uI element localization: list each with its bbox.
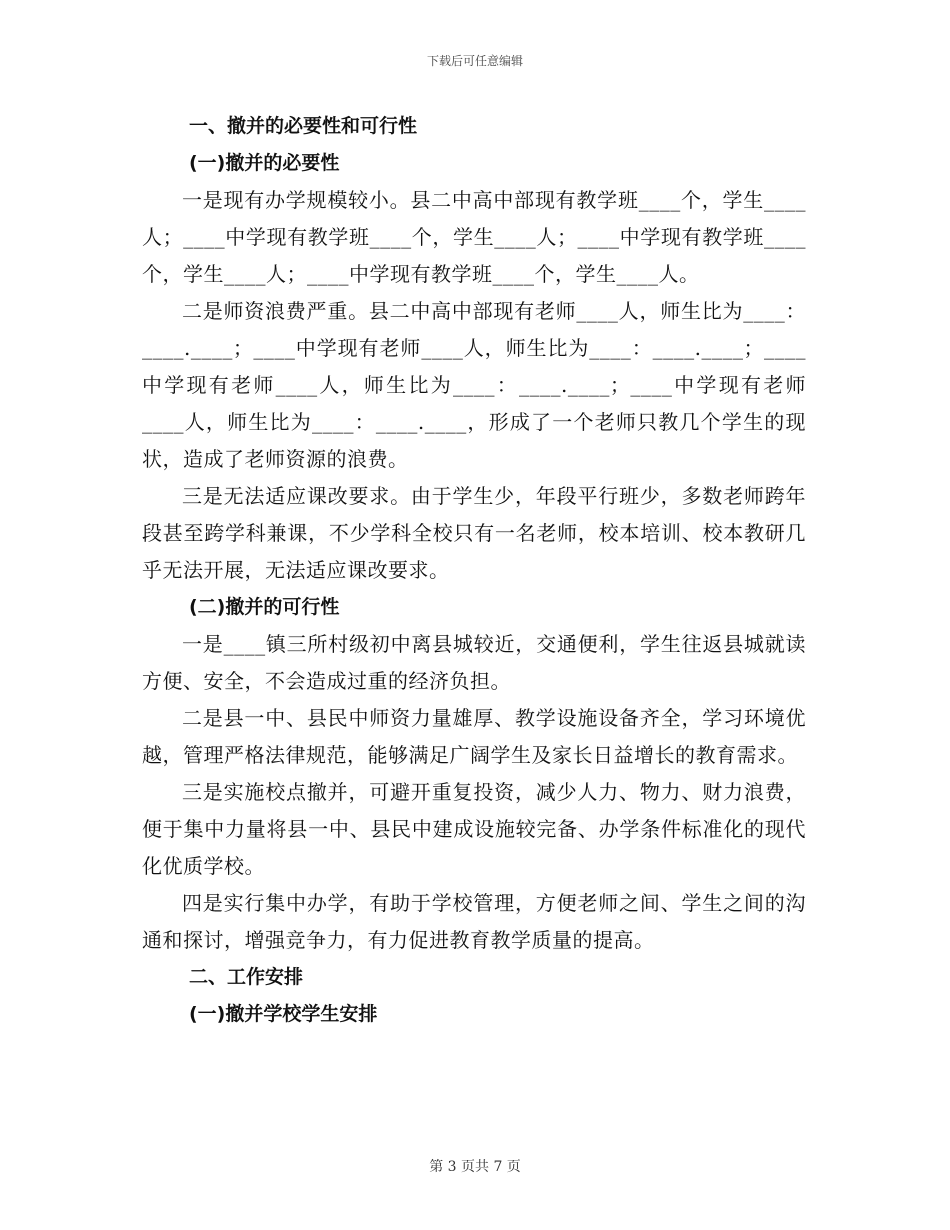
paragraph-reform: 三是无法适应课改要求。由于学生少，年段平行班少，多数老师跨年段甚至跨学科兼课，不少学科全校只有一名老师，校本培训、校本教研几乎无法开展，无法适应课改要求。 xyxy=(142,484,806,582)
document-body xyxy=(142,108,806,1033)
paragraph-investment: 三是实施校点撤并，可避开重复投资，减少人力、物力、财力浪费，便于集中力量将县一中、县民中建成设施较完备、办学条件标准化的现代化优质学校。 xyxy=(142,780,806,878)
paragraph-management: 四是实行集中办学，有助于学校管理，方便老师之间、学生之间的沟通和探讨，增强竞争力，有力促进教育教学质量的提高。 xyxy=(142,891,806,952)
subsection-heading-necessity: (一)撤并的必要性 xyxy=(189,152,340,174)
subsection-heading-students: (一)撤并学校学生安排 xyxy=(189,1003,378,1025)
paragraph-teachers: 二是师资浪费严重。县二中高中部现有老师____人，师生比为____：____.____；____中学现有老师____人，师生比为____：____.____；____中学现有老师____人，师生比为____：____.____；____中学现有老师____人，师生比为____：____.____，形成了一个老师只教几个学生的现状，造成了老师资源的浪费。 xyxy=(142,299,806,471)
paragraph-scale: 一是现有办学规模较小。县二中高中部现有教学班____个，学生____人；____中学现有教学班____个，学生____人；____中学现有教学班____个，学生____人；____中学现有教学班____个，学生____人。 xyxy=(142,188,806,286)
page-footer: 第 3 页共 7 页 xyxy=(429,1159,521,1175)
page-header: 下载后可任意编辑 xyxy=(426,54,523,68)
paragraph-transport: 一是____镇三所村级初中离县城较近，交通便利，学生往返县城就读方便、安全，不会造成过重的经济负担。 xyxy=(142,632,806,693)
subsection-heading-feasibility: (二)撤并的可行性 xyxy=(189,596,340,618)
paragraph-resources: 二是县一中、县民中师资力量雄厚、教学设施设备齐全，学习环境优越，管理严格法律规范，能够满足广阔学生及家长日益增长的教育需求。 xyxy=(142,706,806,767)
section-heading-2: 二、工作安排 xyxy=(189,966,304,988)
section-heading-1: 一、撤并的必要性和可行性 xyxy=(189,115,418,137)
